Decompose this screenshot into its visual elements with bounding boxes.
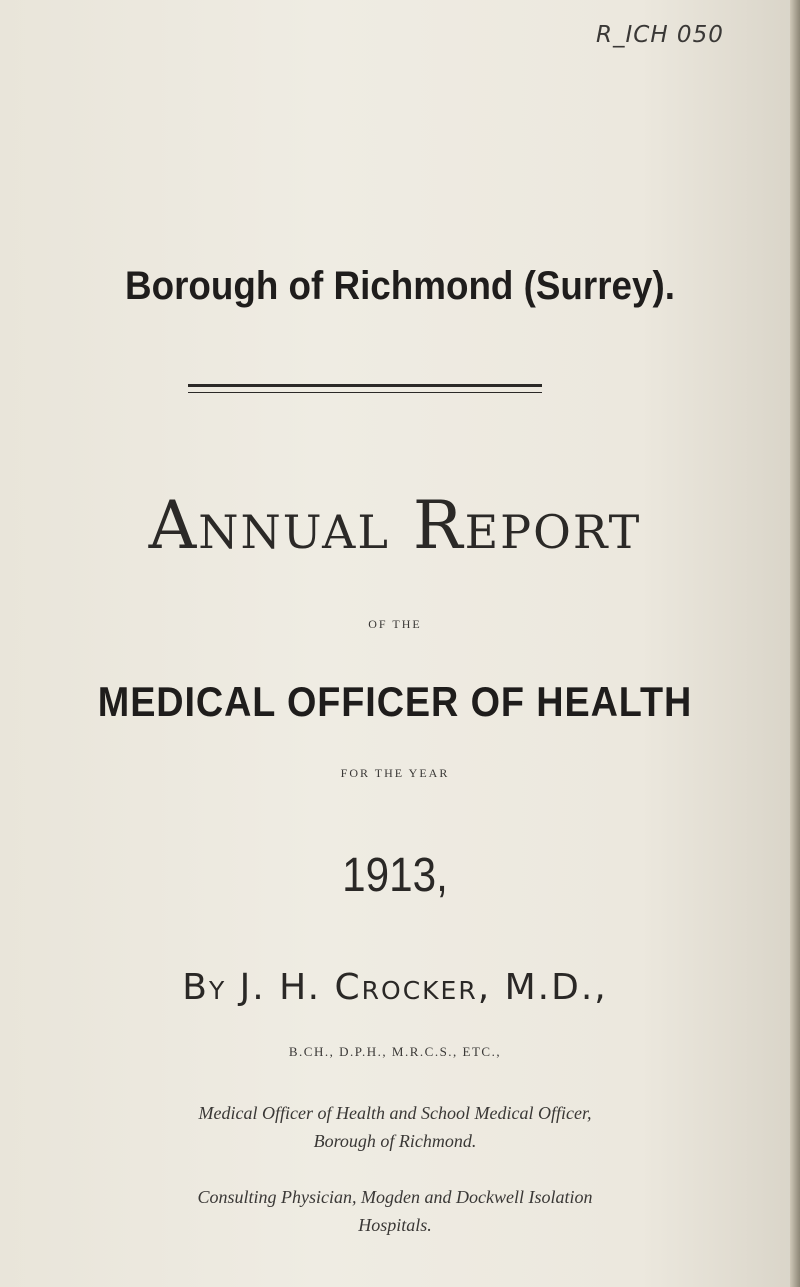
role-consulting-physician <box>0 1183 790 1239</box>
role-consulting-physician-line-1: Consulting Physician, Mogden and Dockwell Isolation <box>197 1187 593 1207</box>
divider-thick <box>188 384 542 387</box>
archive-reference-code: R_ICH 050 <box>596 22 724 48</box>
divider-thin <box>188 392 542 393</box>
author-line: By J. H. Crocker, M.D., <box>182 967 608 1008</box>
of-the-text: OF THE <box>368 617 422 631</box>
role-medical-officer-line-2: Borough of Richmond. <box>313 1131 477 1151</box>
officer-title: MEDICAL OFFICER OF HEALTH <box>97 678 693 725</box>
role-medical-officer-line-1: Medical Officer of Health and School Medical Officer, <box>198 1103 592 1123</box>
role-medical-officer <box>0 1099 790 1155</box>
author-degrees: B.CH., D.P.H., M.R.C.S., ETC., <box>288 1044 502 1059</box>
for-the-year-text: FOR THE YEAR <box>340 766 450 780</box>
borough-title: Borough of Richmond (Surrey). <box>125 264 675 308</box>
report-year: 1913, <box>342 849 448 902</box>
page-edge <box>790 0 800 1287</box>
role-consulting-physician-line-2: Hospitals. <box>358 1215 432 1235</box>
report-title: Annual Report <box>148 487 642 564</box>
